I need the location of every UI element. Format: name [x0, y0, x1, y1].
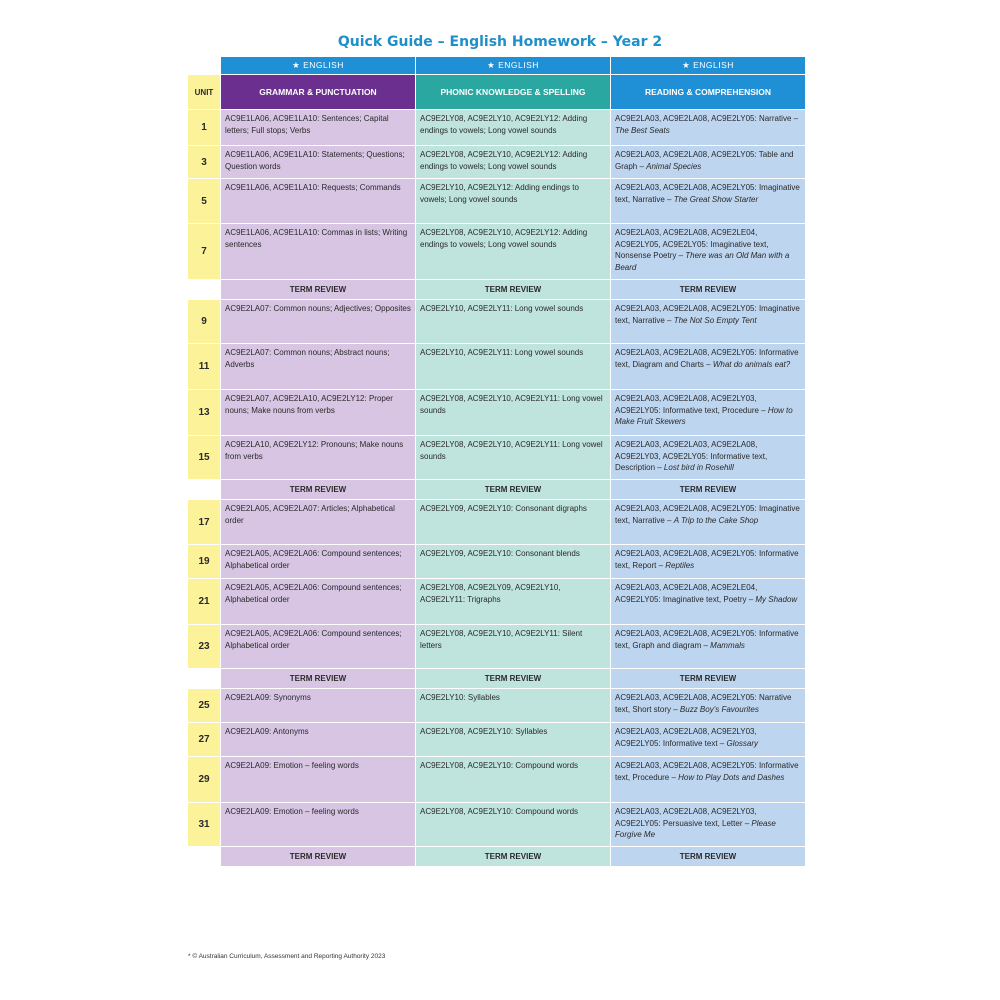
reading-cell: [610, 757, 805, 802]
review-blank: [188, 847, 220, 866]
reading-text-title: How to Play Dots and Dashes: [678, 772, 785, 782]
reading-text-title: Lost bird in Rosehill: [663, 463, 734, 472]
term-review-row: [188, 669, 806, 689]
unit-header: UNIT: [188, 75, 220, 109]
reading-cell: [610, 803, 805, 846]
reading-text-title: What do animals eat?: [712, 359, 791, 369]
reading-text-title: There was an Old Man with a Beard: [615, 251, 790, 272]
subject-row: [188, 57, 806, 75]
term-review-row: [188, 280, 806, 300]
reading-outcomes: AC9E2LA03, AC9E2LA08, AC9E2LY05: Imaginative text, Narrative –: [615, 183, 800, 204]
term-review-label: TERM REVIEW: [220, 847, 415, 866]
unit-row: [188, 723, 806, 757]
reading-text-title: My Shadow: [755, 594, 798, 604]
reading-outcomes: AC9E2LA03, AC9E2LA08, AC9E2LY05: Informative text, Diagram and Charts –: [615, 348, 799, 369]
unit-row: [188, 579, 806, 625]
unit-number: 21: [188, 579, 220, 624]
phonic-header: PHONIC KNOWLEDGE & SPELLING: [415, 75, 610, 109]
grammar-cell: AC9E2LA10, AC9E2LY12: Pronouns; Make nouns from verbs: [220, 436, 415, 479]
phonic-cell: AC9E2LY10, AC9E2LY12: Adding endings to vowels; Long vowel sounds: [415, 179, 610, 223]
grammar-cell: AC9E2LA05, AC9E2LA06: Compound sentences; Alphabetical order: [220, 545, 415, 578]
page-title: Quick Guide – English Homework – Year 2: [337, 34, 663, 50]
unit-row: [188, 344, 806, 390]
reading-text-title: Animal Species: [646, 161, 702, 171]
unit-row: [188, 224, 806, 280]
unit-number: 27: [188, 723, 220, 756]
unit-row: [188, 803, 806, 847]
term-review-label: TERM REVIEW: [610, 280, 805, 299]
unit-row: [188, 146, 806, 179]
unit-row: [188, 390, 806, 436]
unit-number: 1: [188, 110, 220, 145]
phonic-cell: AC9E2LY08, AC9E2LY10, AC9E2LY12: Adding endings to vowels; Long vowel sounds: [415, 110, 610, 145]
reading-text-title: Please Forgive Me: [615, 818, 776, 839]
reading-outcomes: AC9E2LA03, AC9E2LA08, AC9E2LY03, AC9E2LY05: Informative text, Procedure –: [615, 394, 768, 415]
term-review-row: [188, 480, 806, 500]
grammar-cell: AC9E2LA07: Common nouns; Abstract nouns; Adverbs: [220, 344, 415, 389]
term-review-label: TERM REVIEW: [415, 847, 610, 866]
reading-text-title: Mammals: [710, 640, 745, 650]
unit-number: 31: [188, 803, 220, 846]
reading-cell: [610, 179, 805, 223]
reading-outcomes: AC9E2LA03, AC9E2LA08, AC9E2LE04, AC9E2LY05, AC9E2LY05: Imaginative text, Nonsense Poetry –: [615, 228, 769, 260]
unit-row: [188, 300, 806, 344]
reading-text-title: Glossary: [726, 738, 759, 748]
grammar-cell: AC9E2LA07: Common nouns; Adjectives; Opposites: [220, 300, 415, 343]
phonic-cell: AC9E2LY08, AC9E2LY10, AC9E2LY12: Adding endings to vowels; Long vowel sounds: [415, 146, 610, 178]
grammar-cell: AC9E2LA09: Emotion – feeling words: [220, 757, 415, 802]
unit-row: [188, 110, 806, 146]
unit-number: 25: [188, 689, 220, 722]
unit-number: 7: [188, 224, 220, 279]
phonic-cell: AC9E2LY08, AC9E2LY10, AC9E2LY11: Silent letters: [415, 625, 610, 668]
unit-row: [188, 436, 806, 480]
reading-cell: [610, 436, 805, 479]
reading-outcomes: AC9E2LA03, AC9E2LA08, AC9E2LY05: Imaginative text, Narrative –: [615, 504, 800, 525]
review-blank: [188, 280, 220, 299]
unit-number: 9: [188, 300, 220, 343]
subject-blank: [188, 57, 220, 74]
grammar-cell: AC9E2LA09: Antonyms: [220, 723, 415, 756]
unit-row: [188, 179, 806, 224]
phonic-cell: AC9E2LY08, AC9E2LY09, AC9E2LY10, AC9E2LY11: Trigraphs: [415, 579, 610, 624]
reading-header: READING & COMPREHENSION: [610, 75, 805, 109]
term-review-label: TERM REVIEW: [220, 280, 415, 299]
unit-row: [188, 757, 806, 803]
phonic-cell: AC9E2LY08, AC9E2LY10, AC9E2LY11: Long vowel sounds: [415, 390, 610, 435]
grammar-cell: AC9E2LA09: Emotion – feeling words: [220, 803, 415, 846]
phonic-cell: AC9E2LY09, AC9E2LY10: Consonant blends: [415, 545, 610, 578]
reading-cell: [610, 625, 805, 668]
term-review-label: TERM REVIEW: [220, 669, 415, 688]
reading-cell: [610, 146, 805, 178]
phonic-cell: AC9E2LY08, AC9E2LY10: Syllables: [415, 723, 610, 756]
reading-text-title: The Best Seats: [615, 125, 670, 135]
term-review-label: TERM REVIEW: [610, 480, 805, 499]
unit-row: [188, 545, 806, 579]
review-blank: [188, 480, 220, 499]
unit-row: [188, 689, 806, 723]
term-review-label: TERM REVIEW: [610, 669, 805, 688]
reading-cell: [610, 390, 805, 435]
term-review-row: [188, 847, 806, 867]
reading-text-title: The Not So Empty Tent: [673, 315, 757, 325]
reading-cell: [610, 300, 805, 343]
unit-row: [188, 625, 806, 669]
subject-label-reading: ★ ENGLISH: [610, 57, 805, 74]
reading-cell: [610, 579, 805, 624]
reading-text-title: Buzz Boy's Favourites: [679, 704, 759, 714]
grammar-cell: AC9E1LA06, AC9E1LA10: Sentences; Capital letters; Full stops; Verbs: [220, 110, 415, 145]
homework-guide-table: [188, 57, 806, 867]
reading-cell: [610, 224, 805, 279]
reading-outcomes: AC9E2LA03, AC9E2LA03, AC9E2LA08, AC9E2LY03, AC9E2LY05: Informative text, Description –: [615, 440, 768, 472]
term-review-label: TERM REVIEW: [415, 480, 610, 499]
unit-row: [188, 500, 806, 545]
grammar-cell: AC9E2LA07, AC9E2LA10, AC9E2LY12: Proper nouns; Make nouns from verbs: [220, 390, 415, 435]
reading-text-title: How to Make Fruit Skewers: [615, 405, 793, 426]
reading-outcomes: AC9E2LA03, AC9E2LA08, AC9E2LY05: Informative text, Report –: [615, 549, 799, 570]
grammar-cell: AC9E1LA06, AC9E1LA10: Statements; Questions; Question words: [220, 146, 415, 178]
term-review-label: TERM REVIEW: [220, 480, 415, 499]
subject-label-grammar: ★ ENGLISH: [220, 57, 415, 74]
grammar-cell: AC9E2LA09: Synonyms: [220, 689, 415, 722]
phonic-cell: AC9E2LY08, AC9E2LY10, AC9E2LY12: Adding endings to vowels; Long vowel sounds: [415, 224, 610, 279]
reading-cell: [610, 689, 805, 722]
unit-number: 15: [188, 436, 220, 479]
unit-number: 19: [188, 545, 220, 578]
reading-cell: [610, 110, 805, 145]
header-row: [188, 75, 806, 110]
phonic-cell: AC9E2LY08, AC9E2LY10: Compound words: [415, 803, 610, 846]
reading-cell: [610, 545, 805, 578]
reading-outcomes: AC9E2LA03, AC9E2LA08, AC9E2LY05: Narrative –: [615, 114, 799, 123]
unit-number: 5: [188, 179, 220, 223]
reading-outcomes: AC9E2LA03, AC9E2LA08, AC9E2LY03, AC9E2LY05: Informative text –: [615, 727, 757, 748]
reading-text-title: The Great Show Starter: [673, 194, 759, 204]
reading-outcomes: AC9E2LA03, AC9E2LA08, AC9E2LY03, AC9E2LY05: Persuasive text, Letter –: [615, 807, 757, 828]
grammar-cell: AC9E1LA06, AC9E1LA10: Requests; Commands: [220, 179, 415, 223]
reading-cell: [610, 723, 805, 756]
review-blank: [188, 669, 220, 688]
grammar-cell: AC9E1LA06, AC9E1LA10: Commas in lists; Writing sentences: [220, 224, 415, 279]
unit-number: 17: [188, 500, 220, 544]
phonic-cell: AC9E2LY09, AC9E2LY10: Consonant digraphs: [415, 500, 610, 544]
unit-number: 11: [188, 344, 220, 389]
phonic-cell: AC9E2LY10, AC9E2LY11: Long vowel sounds: [415, 300, 610, 343]
reading-text-title: A Trip to the Cake Shop: [673, 515, 759, 525]
grammar-cell: AC9E2LA05, AC9E2LA06: Compound sentences; Alphabetical order: [220, 579, 415, 624]
unit-number: 3: [188, 146, 220, 178]
unit-number: 23: [188, 625, 220, 668]
unit-number: 29: [188, 757, 220, 802]
reading-outcomes: AC9E2LA03, AC9E2LA08, AC9E2LE04, AC9E2LY05: Imaginative text, Poetry –: [615, 583, 758, 604]
phonic-cell: AC9E2LY10: Syllables: [415, 689, 610, 722]
reading-outcomes: AC9E2LA03, AC9E2LA08, AC9E2LY05: Narrative text, Short story –: [615, 693, 792, 714]
reading-outcomes: AC9E2LA03, AC9E2LA08, AC9E2LY05: Table and Graph –: [615, 150, 794, 171]
copyright-footnote: * © Australian Curriculum, Assessment and Reporting Authority 2023: [188, 953, 386, 960]
table-body: [188, 110, 806, 867]
reading-outcomes: AC9E2LA03, AC9E2LA08, AC9E2LY05: Informative text, Procedure –: [615, 761, 799, 782]
reading-text-title: Reptiles: [665, 560, 695, 570]
reading-cell: [610, 500, 805, 544]
subject-label-phonic: ★ ENGLISH: [415, 57, 610, 74]
term-review-label: TERM REVIEW: [415, 669, 610, 688]
phonic-cell: AC9E2LY10, AC9E2LY11: Long vowel sounds: [415, 344, 610, 389]
reading-outcomes: AC9E2LA03, AC9E2LA08, AC9E2LY05: Imaginative text, Narrative –: [615, 304, 800, 325]
reading-outcomes: AC9E2LA03, AC9E2LA08, AC9E2LY05: Informative text, Graph and diagram –: [615, 629, 799, 650]
phonic-cell: AC9E2LY08, AC9E2LY10, AC9E2LY11: Long vowel sounds: [415, 436, 610, 479]
unit-number: 13: [188, 390, 220, 435]
grammar-header: GRAMMAR & PUNCTUATION: [220, 75, 415, 109]
phonic-cell: AC9E2LY08, AC9E2LY10: Compound words: [415, 757, 610, 802]
grammar-cell: AC9E2LA05, AC9E2LA06: Compound sentences; Alphabetical order: [220, 625, 415, 668]
term-review-label: TERM REVIEW: [415, 280, 610, 299]
reading-cell: [610, 344, 805, 389]
grammar-cell: AC9E2LA05, AC9E2LA07: Articles; Alphabetical order: [220, 500, 415, 544]
term-review-label: TERM REVIEW: [610, 847, 805, 866]
